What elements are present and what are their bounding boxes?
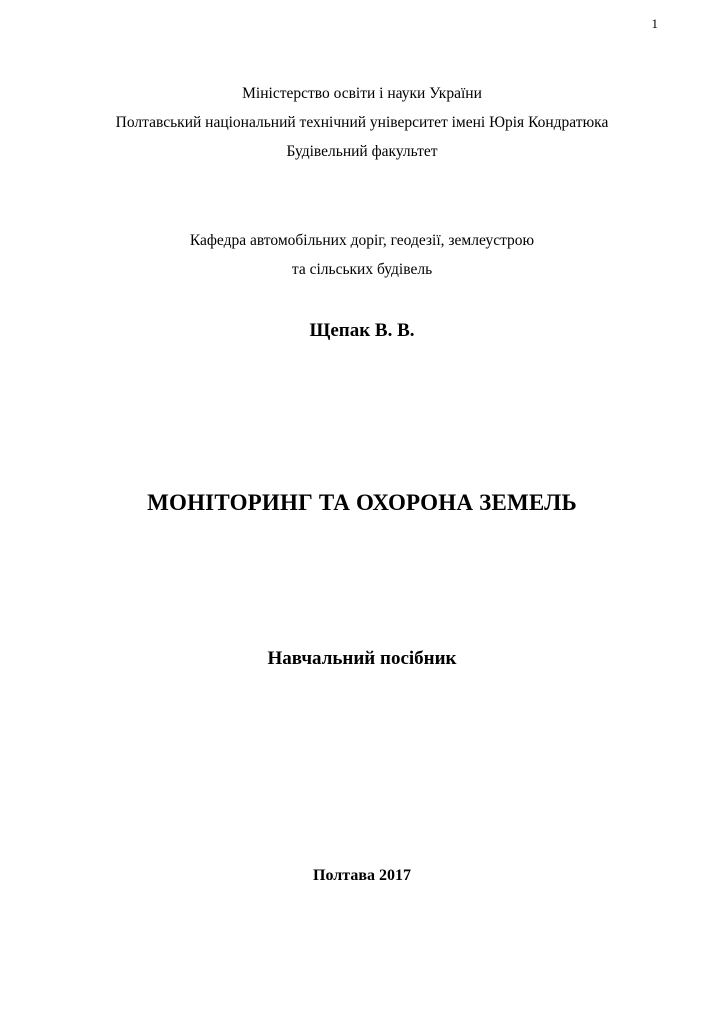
document-subtitle: Навчальний посібник: [267, 648, 457, 669]
department-line-1: Кафедра автомобільних доріг, геодезії, землеустрою: [189, 232, 535, 249]
faculty-line: Будівельний факультет: [286, 143, 438, 160]
ministry-line: Міністерство освіти і науки України: [242, 85, 482, 102]
page-number: 1: [651, 16, 658, 31]
place-and-year: Полтава 2017: [313, 867, 411, 884]
document-title: МОНІТОРИНГ ТА ОХОРОНА ЗЕМЕЛЬ: [147, 490, 577, 515]
university-line: Полтавський національний технічний університет імені Юрія Кондратюка: [115, 114, 609, 131]
department-line-2: та сільських будівель: [291, 261, 433, 278]
author-name: Щепак В. В.: [309, 320, 415, 341]
